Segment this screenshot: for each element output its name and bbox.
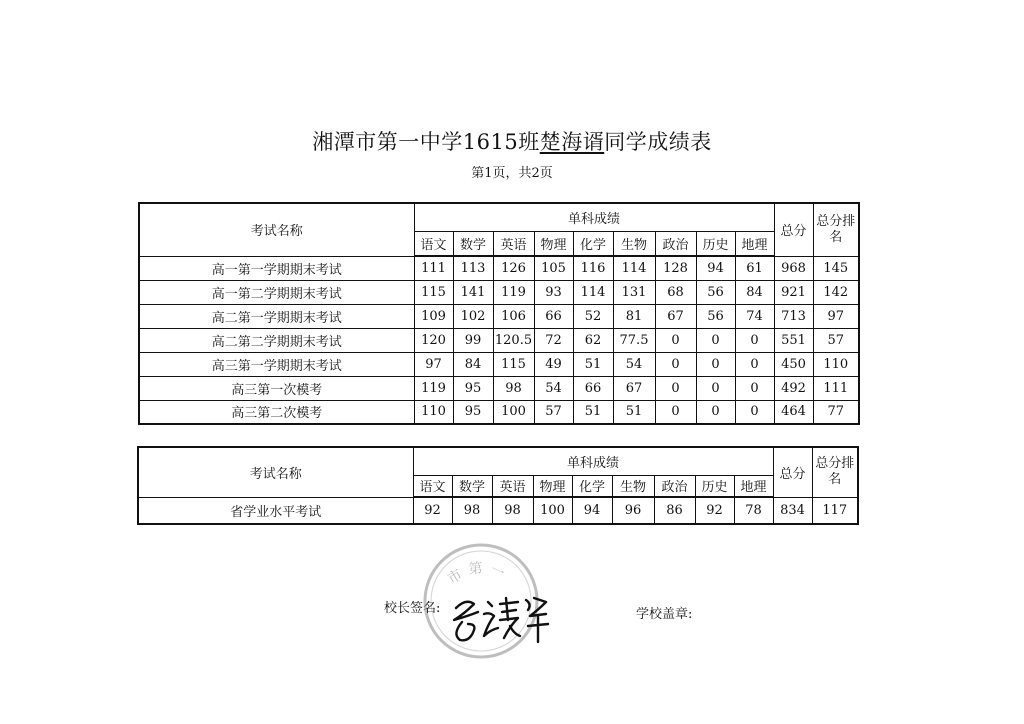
score-cell: 52 xyxy=(573,304,613,328)
page-info: 第1页，共2页 xyxy=(471,166,553,181)
exam-scores-table xyxy=(138,202,860,425)
score-cell: 56 xyxy=(696,304,735,328)
score-cell: 49 xyxy=(534,352,573,376)
subject-header: 政治 xyxy=(654,475,695,497)
score-cell: 114 xyxy=(573,280,613,304)
principal-signature xyxy=(448,590,553,650)
student-name: 楚海谞 xyxy=(539,130,605,154)
subject-header: 语文 xyxy=(414,231,453,256)
score-cell: 97 xyxy=(414,352,453,376)
score-cell: 115 xyxy=(414,280,453,304)
subject-header: 语文 xyxy=(413,475,452,497)
score-cell: 98 xyxy=(452,497,492,524)
subject-header: 英语 xyxy=(493,231,534,256)
exam-name-cell: 高二第二学期期末考试 xyxy=(139,328,414,352)
score-cell: 57 xyxy=(534,400,573,424)
score-cell: 109 xyxy=(414,304,453,328)
subject-header: 物理 xyxy=(534,231,573,256)
table-row xyxy=(139,280,859,304)
score-cell: 105 xyxy=(534,256,573,280)
score-cell: 99 xyxy=(453,328,493,352)
score-cell: 77.5 xyxy=(613,328,655,352)
score-cell: 0 xyxy=(735,352,774,376)
score-cell: 102 xyxy=(453,304,493,328)
table-row xyxy=(139,256,859,280)
total-cell: 492 xyxy=(774,376,813,400)
score-cell: 0 xyxy=(696,352,735,376)
total-cell: 464 xyxy=(774,400,813,424)
score-cell: 94 xyxy=(696,256,735,280)
rank-cell: 57 xyxy=(813,328,859,352)
table-row xyxy=(139,352,859,376)
table-row xyxy=(139,400,859,424)
subject-header: 化学 xyxy=(573,231,613,256)
total-cell: 713 xyxy=(774,304,813,328)
score-cell: 116 xyxy=(573,256,613,280)
score-cell: 81 xyxy=(613,304,655,328)
score-cell: 51 xyxy=(573,400,613,424)
subject-header: 政治 xyxy=(655,231,696,256)
score-cell: 0 xyxy=(655,400,696,424)
score-cell: 0 xyxy=(655,376,696,400)
total-cell: 834 xyxy=(773,497,812,524)
score-cell: 106 xyxy=(493,304,534,328)
score-cell: 131 xyxy=(613,280,655,304)
exam-name-cell: 省学业水平考试 xyxy=(138,497,413,524)
score-cell: 51 xyxy=(573,352,613,376)
score-cell: 120 xyxy=(414,328,453,352)
subject-header: 生物 xyxy=(613,231,655,256)
exam-name-cell: 高三第一次模考 xyxy=(139,376,414,400)
score-cell: 67 xyxy=(655,304,696,328)
total-cell: 450 xyxy=(774,352,813,376)
title-school-class: 湘潭市第一中学1615班 xyxy=(312,130,540,154)
score-cell: 0 xyxy=(655,352,696,376)
score-cell: 84 xyxy=(453,352,493,376)
score-cell: 51 xyxy=(613,400,655,424)
score-cell: 0 xyxy=(735,328,774,352)
score-cell: 110 xyxy=(414,400,453,424)
subject-header: 英语 xyxy=(492,475,533,497)
score-cell: 74 xyxy=(735,304,774,328)
score-cell: 56 xyxy=(696,280,735,304)
score-cell: 94 xyxy=(572,497,612,524)
total-cell: 551 xyxy=(774,328,813,352)
score-cell: 115 xyxy=(493,352,534,376)
header-single-subject: 单科成绩 xyxy=(414,203,774,231)
principal-signature-label: 校长签名: xyxy=(384,601,441,616)
score-cell: 113 xyxy=(453,256,493,280)
proficiency-scores-table xyxy=(137,446,859,525)
score-cell: 66 xyxy=(573,376,613,400)
score-cell: 0 xyxy=(696,328,735,352)
header-single-subject: 单科成绩 xyxy=(413,447,773,475)
exam-name-cell: 高一第一学期期末考试 xyxy=(139,256,414,280)
total-cell: 921 xyxy=(774,280,813,304)
subject-header: 物理 xyxy=(533,475,572,497)
subject-header: 地理 xyxy=(735,231,774,256)
subject-header: 历史 xyxy=(695,475,734,497)
score-cell: 0 xyxy=(696,376,735,400)
score-cell: 95 xyxy=(453,376,493,400)
score-cell: 68 xyxy=(655,280,696,304)
score-cell: 100 xyxy=(493,400,534,424)
header-total: 总分 xyxy=(774,203,813,256)
subject-header: 生物 xyxy=(612,475,654,497)
score-cell: 67 xyxy=(613,376,655,400)
score-cell: 84 xyxy=(735,280,774,304)
score-cell: 66 xyxy=(534,304,573,328)
score-cell: 0 xyxy=(655,328,696,352)
score-cell: 54 xyxy=(534,376,573,400)
score-cell: 119 xyxy=(493,280,534,304)
score-cell: 111 xyxy=(414,256,453,280)
header-total-rank: 总分排名 xyxy=(813,203,859,256)
score-cell: 114 xyxy=(613,256,655,280)
rank-cell: 145 xyxy=(813,256,859,280)
subject-header: 历史 xyxy=(696,231,735,256)
rank-cell: 142 xyxy=(813,280,859,304)
score-cell: 141 xyxy=(453,280,493,304)
table-row xyxy=(139,328,859,352)
score-cell: 100 xyxy=(533,497,572,524)
score-cell: 120.5 xyxy=(493,328,534,352)
subject-header: 地理 xyxy=(734,475,773,497)
header-total: 总分 xyxy=(773,447,812,497)
title-suffix: 同学成绩表 xyxy=(604,130,712,154)
score-cell: 119 xyxy=(414,376,453,400)
exam-name-cell: 高三第二次模考 xyxy=(139,400,414,424)
score-cell: 92 xyxy=(695,497,734,524)
score-cell: 98 xyxy=(492,497,533,524)
svg-text:市第一: 市第一 xyxy=(445,560,513,588)
total-cell: 968 xyxy=(774,256,813,280)
header-exam-name: 考试名称 xyxy=(139,203,414,256)
table-row xyxy=(138,497,858,524)
score-cell: 95 xyxy=(453,400,493,424)
rank-cell: 110 xyxy=(813,352,859,376)
score-cell: 92 xyxy=(413,497,452,524)
school-seal-label: 学校盖章: xyxy=(636,607,693,622)
exam-name-cell: 高二第一学期期末考试 xyxy=(139,304,414,328)
score-cell: 0 xyxy=(696,400,735,424)
rank-cell: 111 xyxy=(813,376,859,400)
score-cell: 86 xyxy=(654,497,695,524)
score-cell: 0 xyxy=(735,400,774,424)
document-title xyxy=(0,126,1024,156)
table-row xyxy=(139,304,859,328)
score-cell: 54 xyxy=(613,352,655,376)
score-cell: 128 xyxy=(655,256,696,280)
header-exam-name: 考试名称 xyxy=(138,447,413,497)
rank-cell: 77 xyxy=(813,400,859,424)
score-cell: 62 xyxy=(573,328,613,352)
score-cell: 0 xyxy=(735,376,774,400)
header-total-rank: 总分排名 xyxy=(812,447,858,497)
rank-cell: 97 xyxy=(813,304,859,328)
exam-name-cell: 高一第二学期期末考试 xyxy=(139,280,414,304)
score-cell: 98 xyxy=(493,376,534,400)
score-cell: 93 xyxy=(534,280,573,304)
score-cell: 126 xyxy=(493,256,534,280)
score-cell: 96 xyxy=(612,497,654,524)
subject-header: 化学 xyxy=(572,475,612,497)
subject-header: 数学 xyxy=(453,231,493,256)
score-cell: 61 xyxy=(735,256,774,280)
score-cell: 78 xyxy=(734,497,773,524)
subject-header: 数学 xyxy=(452,475,492,497)
table-row xyxy=(139,376,859,400)
rank-cell: 117 xyxy=(812,497,858,524)
score-cell: 72 xyxy=(534,328,573,352)
exam-name-cell: 高三第一学期期末考试 xyxy=(139,352,414,376)
